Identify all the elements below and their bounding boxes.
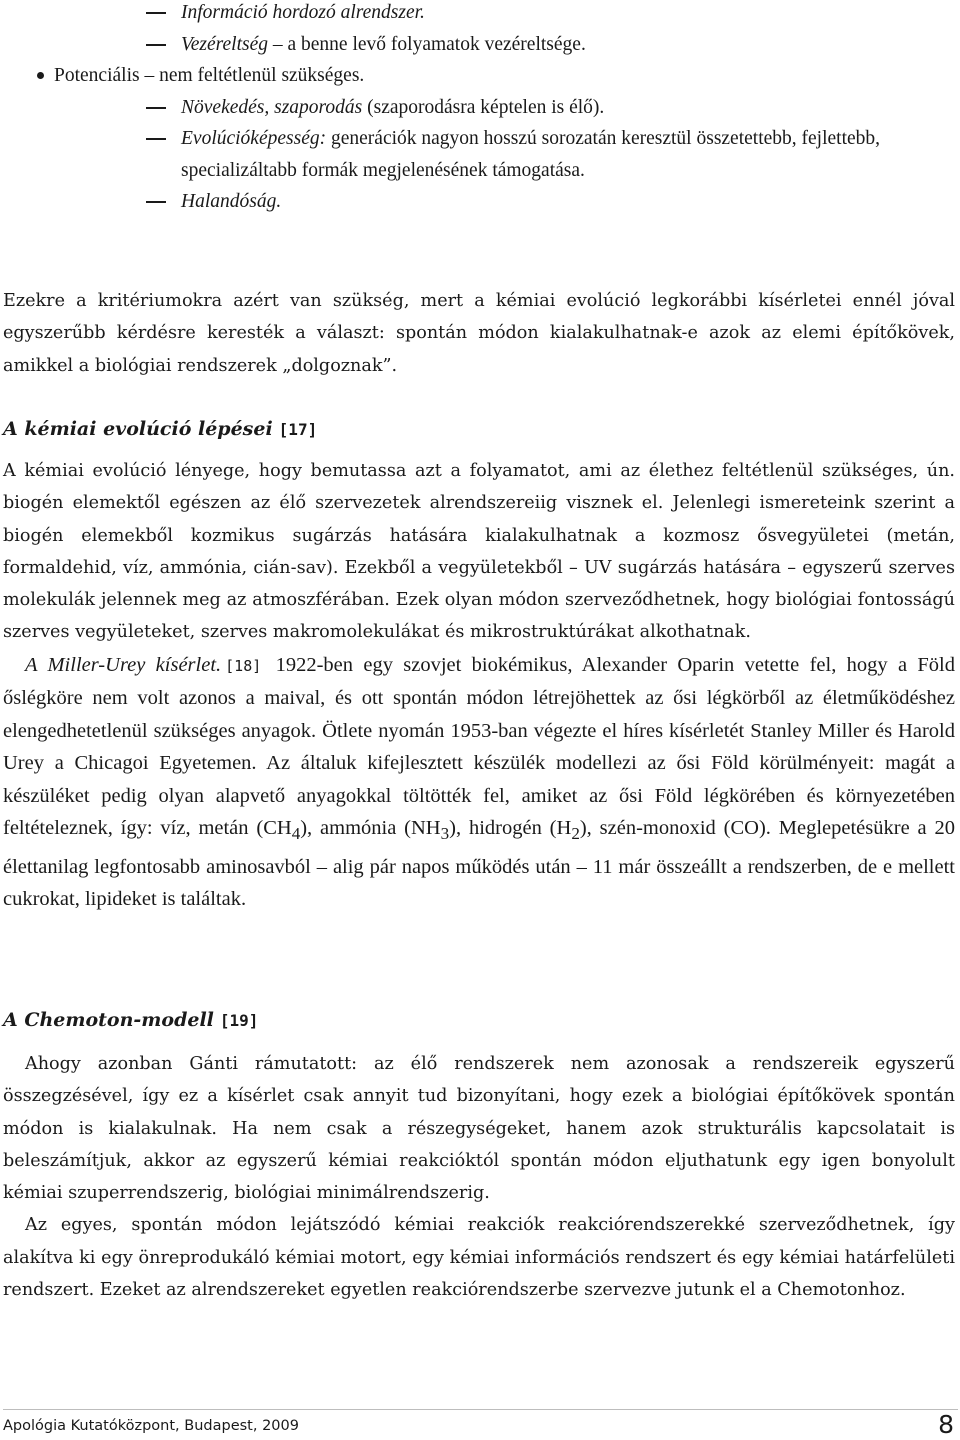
list-item xyxy=(0,92,960,124)
list-item-term: Evolúcióképesség: xyxy=(181,128,327,149)
list-item-text: Potenciális – nem feltétlenül szükséges. xyxy=(54,65,365,86)
section-chemoton xyxy=(3,1005,955,1306)
citation-ref: [18] xyxy=(225,656,262,675)
list-item-text: generációk nagyon hosszú sorozatán keresztül összetettebb, fejlettebb, specializáltabb formák megjelenésének támogatása. xyxy=(181,128,881,181)
criteria-paragraph: Ezekre a kritériumokra azért van szükség, mert a kémiai evolúció legkorábbi kísérletei ennél jóval egyszerűbb kérdésre keresték a választ: spontán módon kialakulhatnak-e azok az elemi építőkövek, amikkel a biológiai rendszerek „dolgoznak”. xyxy=(3,291,955,376)
dash-bullet-icon xyxy=(146,138,166,140)
miller-urey-text: ), hidrogén (H xyxy=(449,817,572,840)
list-item-term: Halandóság. xyxy=(181,191,282,212)
footer-divider xyxy=(3,1409,958,1410)
list-item-text: – a benne levő folyamatok vezéreltsége. xyxy=(268,33,586,55)
subscript: 4 xyxy=(291,824,301,844)
miller-urey-text: ), szén-monoxid (CO). Meglepetésükre a 20 élettanilag legfontosabb aminosavból – alig pár napos működés után – 11 már összeállt a rendszerben, de e mellett cukrokat, lipideket is találtak. xyxy=(3,817,955,911)
chemoton-paragraph: Ahogy azonban Gánti rámutatott: az élő rendszerek nem azonosak a rendszereik egyszerű összegzésével, így ez a kísérlet csak annyit tud bizonyítani, hogy ezek a biológiai építőkövek spontán módon is kialakulnak. Ha nem csak a részegységeket, hanem azok strukturális kapcsolatait is beleszámítjuk, akkor az egyszerű kémiai reakcióktól spontán módon eljuthatunk egy igen bonyolult kémiai szuperrendszerig, biológiai minimálrendszerig. xyxy=(3,1054,955,1204)
miller-urey-text: ), ammónia (NH xyxy=(300,817,441,840)
miller-urey-text: 1922-ben egy szovjet biokémikus, Alexander Oparin vetette fel, hogy a Föld őslégköre nem volt azonos a maival, és ott spontán módon létrejöhettek az ősi légkörből az életműködéshez elengedhetetlenül szükséges anyagok. Ötlete nyomán 1953-ban végezte el híres kísérletét Stanley Miller és Harold Urey a Chicagoi Egyetemen. Az általuk kifejlesztett készülék modellezi az ősi Föld körülményeit: magát a készüléket pedig olyan alapvető anyagokkal töltötték fel, amiket az ősi Föld légkörében és környezetében feltételeznek, így: víz, metán (CH xyxy=(3,653,955,840)
citation-ref: [19] xyxy=(219,1011,259,1030)
section-title: A Chemoton-modell xyxy=(3,1009,214,1031)
list-item-term: Vezéreltség xyxy=(181,33,268,55)
miller-urey-label: A Miller-Urey kísérlet. xyxy=(25,653,222,676)
list-item-term: Információ hordozó alrendszer. xyxy=(181,2,425,23)
list-item xyxy=(0,29,960,61)
dash-bullet-icon xyxy=(146,12,166,14)
list-item-text: (szaporodásra képtelen is élő). xyxy=(362,96,605,118)
section-heading xyxy=(3,414,955,445)
dash-bullet-icon xyxy=(146,44,166,46)
dash-bullet-icon xyxy=(146,107,166,109)
chemoton-paragraph: Az egyes, spontán módon lejátszódó kémiai reakciók reakciórendszerekké szerveződhetnek, így alakítva ki egy önreprodukáló kémiai motort, egy kémiai információs rendszert és egy kémiai határfelületi rendszert. Ezeket az alrendszereket egyetlen reakciórendszerbe szervezve jutunk el a Chemotonhoz. xyxy=(3,1215,955,1301)
section-title: A kémiai evolúció lépései xyxy=(3,418,273,440)
subscript: 2 xyxy=(571,824,580,844)
citation-ref: [17] xyxy=(278,420,318,439)
criteria-paragraph-block xyxy=(3,285,955,382)
list-item xyxy=(0,60,960,92)
list-item xyxy=(0,123,960,186)
section-chemical-evolution xyxy=(3,414,955,916)
list-item xyxy=(0,0,960,29)
criteria-list xyxy=(0,0,960,218)
subscript: 3 xyxy=(440,824,450,844)
footer-text: Apológia Kutatóközpont, Budapest, 2009 xyxy=(3,1418,299,1434)
miller-urey-paragraph xyxy=(3,649,955,916)
list-item-term: Növekedés, szaporodás xyxy=(181,96,363,118)
list-item xyxy=(0,186,960,218)
chemical-evolution-paragraph: A kémiai evolúció lényege, hogy bemutassa azt a folyamatot, ami az élethez feltétlenül szükséges, ún. biogén elemektől egészen az élő szervezetek alrendszereiig visznek el. Jelenlegi ismereteink szerint a biogén elemekből kozmikus sugárzás hatására kialakulhatnak a kozmosz ősvegyületei (metán, formaldehid, víz, ammónia, cián-sav). Ezekből a vegyületekből – UV sugárzás hatására – egyszerű szerves molekulák jelennek meg az atmoszférában. Ezek olyan módon szerveződhetnek, hogy biológiai fontosságú szerves vegyületeket, szerves makromolekulákat és mikrostruktúrákat alkothatnak. xyxy=(3,461,955,643)
dash-bullet-icon xyxy=(146,201,166,203)
page-number: 8 xyxy=(938,1410,954,1439)
dot-bullet-icon xyxy=(37,72,44,79)
section-heading xyxy=(3,1005,955,1036)
